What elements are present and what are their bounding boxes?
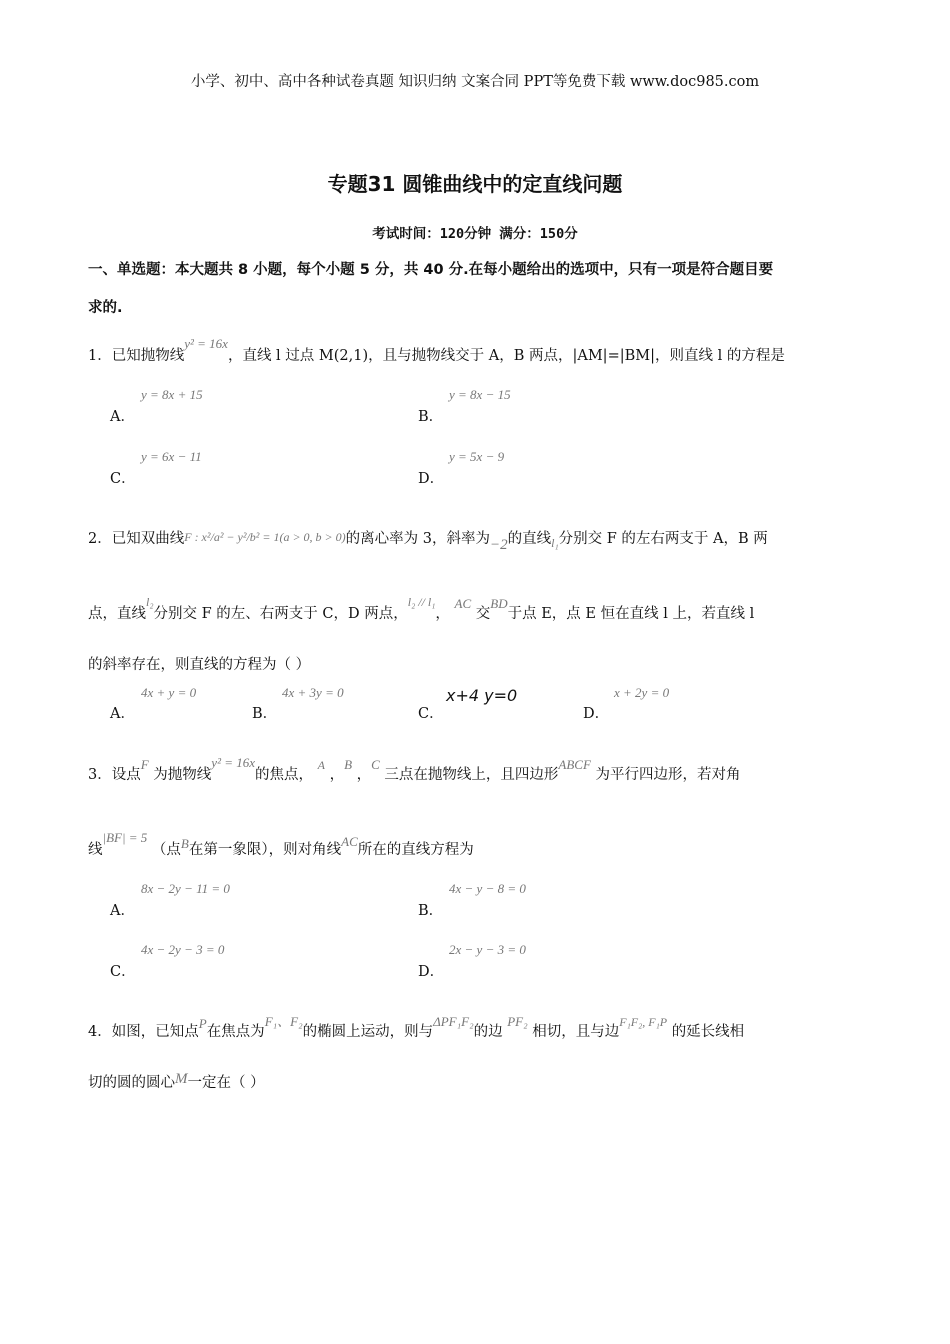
q3-formula-ac: AC [341, 834, 358, 849]
q1-option-b-formula: y = 8x − 15 [449, 387, 511, 402]
q4-text-5: 相切，且与边 [532, 1024, 620, 1040]
q3-formula-point-b: B [180, 836, 189, 851]
q2-text-2: 的离心率为 3，斜率为 [345, 531, 490, 547]
q1-text-1: 1．已知抛物线 [88, 348, 185, 364]
q4-formula-p: P [198, 1016, 207, 1031]
q2-text-5: 点，直线 [88, 606, 146, 622]
section-heading-cont: 求的. [88, 300, 123, 316]
q3-option-d-formula: 2x − y − 3 = 0 [449, 942, 526, 957]
q3-text-9: （点 [151, 842, 181, 858]
q3-formula-bf: |BF| = 5 [102, 830, 148, 845]
q4-text-2: 在焦点为 [206, 1024, 265, 1040]
q4-text-1: 4．如图，已知点 [88, 1024, 199, 1040]
q3-option-c-formula: 4x − 2y − 3 = 0 [141, 942, 225, 957]
q2-text-9: 于点 E，点 E 恒在直线 l 上，若直线 l [507, 606, 755, 622]
question-4-stem-line1 [88, 1014, 745, 1041]
q3-formula-a: A [317, 758, 325, 772]
q2-formula-l2: l₂ [146, 595, 154, 609]
q2-option-d-label[interactable]: D． [583, 706, 610, 722]
q4-formula-triangle: ΔPF₁F₂ [433, 1014, 474, 1029]
q3-text-10: 在第一象限），则对角线 [188, 842, 342, 858]
q2-formula-l1: l₁ [551, 536, 559, 550]
q4-text-7: 切的圆的圆心 [88, 1075, 175, 1091]
q1-formula-parabola: y² = 16x [184, 336, 228, 351]
q3-option-c-label[interactable]: C． [110, 964, 136, 980]
q2-formula-ac: AC [454, 596, 472, 611]
q2-option-b-label[interactable]: B． [252, 706, 278, 722]
q4-formula-edges: F₁F₂, F₁P [619, 1015, 668, 1029]
question-2-stem-line3: 的斜率存在，则直线的方程为（ ） [88, 657, 311, 673]
q3-option-b-label[interactable]: B． [418, 903, 444, 919]
q3-option-d-label[interactable]: D． [418, 964, 445, 980]
q3-text-6: 三点在抛物线上，且四边形 [384, 767, 559, 783]
q4-text-8: 一定在（ ） [187, 1075, 265, 1091]
q1-option-c-formula: y = 6x − 11 [141, 449, 202, 464]
exam-meta: 考试时间：120分钟 满分：150分 [372, 226, 578, 242]
q4-text-3: 的椭圆上运动，则与 [302, 1024, 434, 1040]
q3-formula-abcf: ABCF [558, 757, 591, 772]
q2-text-3: 的直线 [507, 531, 552, 547]
q3-text-5: ， [356, 767, 372, 783]
page-header: 小学、初中、高中各种试卷真题 知识归纳 文案合同 PPT等免费下载 www.doc985.com [190, 74, 760, 90]
q4-formula-foci: F₁、F₂ [264, 1014, 303, 1029]
q3-text-8: 线 [88, 842, 103, 858]
q3-text-2: 为抛物线 [153, 767, 212, 783]
question-1-stem [88, 336, 785, 365]
q3-option-a-formula: 8x − 2y − 11 = 0 [141, 881, 230, 896]
q2-text-1: 2．已知双曲线 [88, 531, 185, 547]
q4-text-4: 的边 [473, 1024, 503, 1040]
q1-option-c-label[interactable]: C． [110, 471, 136, 487]
question-3-stem-line2 [88, 830, 474, 859]
q2-formula-slope: −2 [490, 537, 508, 553]
q4-formula-m: M [175, 1071, 188, 1087]
section-heading: 一、单选题：本大题共 8 小题，每个小题 5 分，共 40 分.在每小题给出的选项中，只有一项是符合题目要 [88, 262, 774, 278]
q4-formula-pf2: PF₂ [507, 1014, 528, 1029]
q3-option-a-label[interactable]: A． [110, 903, 135, 919]
q4-text-6: 的延长线相 [671, 1024, 745, 1040]
q2-option-d-formula: x + 2y = 0 [614, 685, 670, 700]
q3-text-3: 的焦点， [255, 767, 314, 783]
q1-option-a-label[interactable]: A． [110, 409, 135, 425]
question-2-stem-line1 [88, 527, 768, 553]
q1-option-d-label[interactable]: D． [418, 471, 445, 487]
q3-formula-c: C [371, 757, 380, 772]
q3-text-7: 为平行四边形，若对角 [595, 767, 741, 783]
q3-text-11: 所在的直线方程为 [357, 842, 474, 858]
q3-formula-parabola: y² = 16x [211, 755, 256, 770]
q1-text-2: ，直线 l 过点 M(2,1)，且与抛物线交于 A，B 两点，|AM|=|BM|，则直线 l 的方程是 [227, 348, 785, 364]
q2-option-b-formula: 4x + 3y = 0 [282, 685, 344, 700]
q2-text-6: 分别交 F 的左、右两支于 C，D 两点， [153, 606, 408, 622]
q3-option-b-formula: 4x − y − 8 = 0 [449, 881, 526, 896]
q2-formula-bd: BD [490, 596, 508, 611]
q2-option-a-label[interactable]: A． [110, 706, 135, 722]
q1-option-d-formula: y = 5x − 9 [449, 449, 505, 464]
q2-text-4: 分别交 F 的左右两支于 A，B 两 [558, 531, 768, 547]
question-4-stem-line2 [88, 1071, 265, 1092]
q2-option-c-formula: x+4 y=0 [446, 686, 518, 705]
q2-option-a-formula: 4x + y = 0 [141, 685, 197, 700]
q2-formula-hyperbola: F : x²/a² − y²/b² = 1(a > 0, b > 0) [184, 530, 346, 544]
q2-formula-parallel: l₂ // l₁ [407, 595, 436, 609]
q2-text-8: 交 [475, 606, 491, 622]
q2-text-7: ， [435, 606, 450, 622]
q1-option-a-formula: y = 8x + 15 [141, 387, 203, 402]
q1-option-b-label[interactable]: B． [418, 409, 444, 425]
q3-text-1: 3．设点 [88, 767, 141, 783]
q3-formula-f: F [140, 757, 149, 772]
q3-formula-b: B [344, 757, 353, 772]
question-3-stem-line1 [88, 755, 741, 784]
question-2-stem-line2 [88, 595, 755, 623]
q3-text-4: ， [329, 767, 345, 783]
q2-option-c-label[interactable]: C． [418, 706, 444, 722]
page-title: 专题31 圆锥曲线中的定直线问题 [327, 172, 623, 196]
